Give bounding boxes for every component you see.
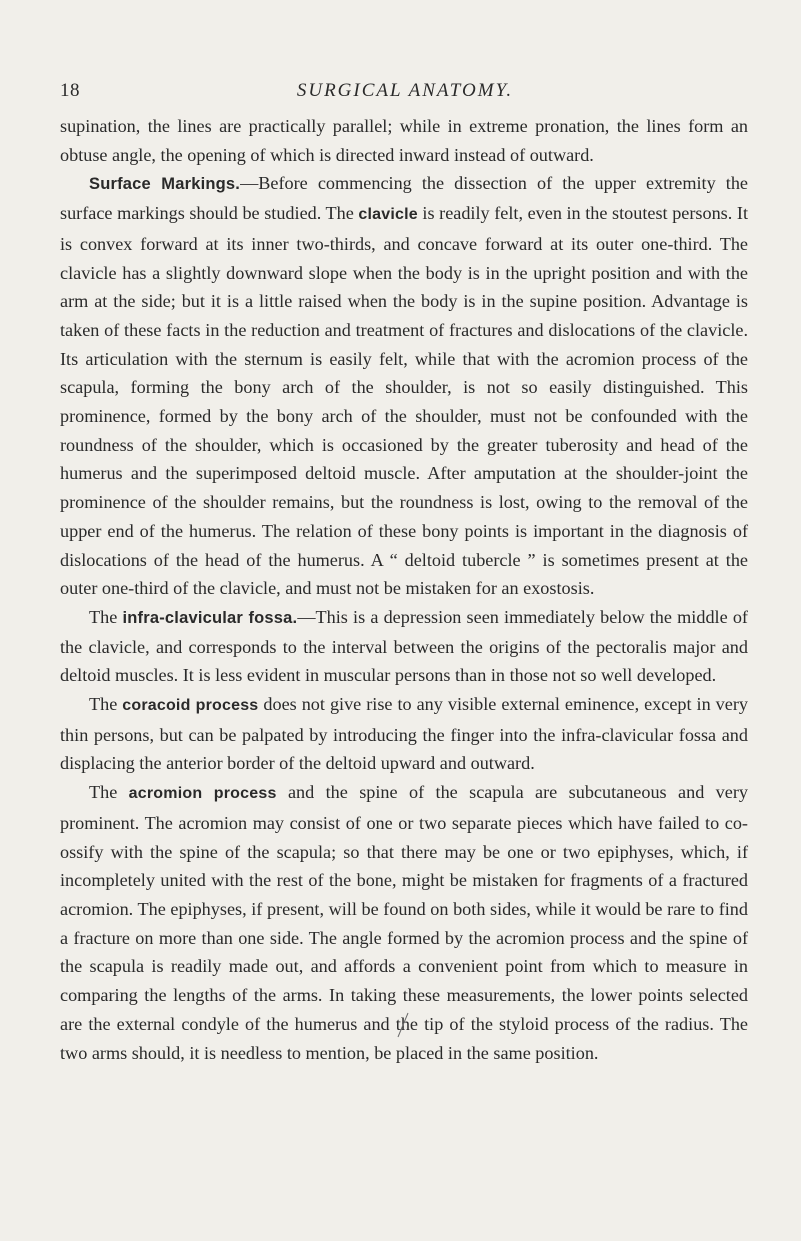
body-text: [60, 112, 748, 1067]
pencil-mark-icon: [396, 1012, 410, 1038]
paragraph-prefix: The: [89, 694, 123, 715]
paragraph-coracoid-process: [60, 690, 748, 778]
term-acromion-process: acromion process: [128, 785, 277, 803]
running-title: SURGICAL ANATOMY.: [296, 80, 514, 101]
paragraph-continuation: [60, 112, 748, 169]
paragraph-infra-clavicular-fossa: [60, 603, 748, 690]
paragraph-text: and the spine of the scapula are subcutaneous and very prominent. The acromion may consist of one or two separate pieces which have failed to co-ossify with the spine of the scapula; so that there may be one or two epiphyses, which, if incompletely united with the rest of the bone, might be mistaken for fragments of a fractured acromion. The epiphyses, if present, will be found on both sides, while it would be rare to find a fracture on more than one side. The angle formed by the acromion process and the spine of the scapula is readily made out, and affords a convenient point from which to measure in comparing the lengths of the arms. In taking these measurements, the lower points selected are the external condyle of the humerus and the tip of the styloid process of the radius. The two arms should, it is needless to mention, be placed in the same position.: [60, 782, 748, 1063]
paragraph-prefix: The: [89, 782, 129, 803]
paragraph-surface-markings: [60, 169, 748, 603]
running-head: [60, 80, 750, 104]
paragraph-text: —Before commencing the dissection of the upper extremity the surface markings should be studied. The: [60, 173, 748, 224]
page-number: 18: [60, 80, 80, 101]
paragraph-text: supination, the lines are practically parallel; while in extreme pronation, the lines form an obtuse angle, the opening of which is directed inward instead of outward.: [60, 116, 748, 165]
paragraph-text: is readily felt, even in the stoutest persons. It is convex forward at its inner two-thirds, and concave forward at its outer one-third. The clavicle has a slightly downward slope when the body is in the upright position and with the arm at the side; but it is a little raised when the body is in the supine position. Advantage is taken of these facts in the reduction and treatment of fractures and dislocations of the clavicle. Its articulation with the sternum is easily felt, while that with the acromion process of the scapula, forming the bony arch of the shoulder, is not so easily distinguished. This prominence, formed by the bony arch of the shoulder, must not be confounded with the roundness of the shoulder, which is occasioned by the greater tuberosity and head of the humerus and the superimposed deltoid muscle. After amputation at the shoulder-joint the prominence of the shoulder remains, but the roundness is lost, owing to the removal of the upper end of the humerus. The relation of these bony points is important in the diagnosis of dislocations of the head of the humerus. A “ deltoid tubercle ” is sometimes present at the outer one-third of the clavicle, and must not be mistaken for an exostosis.: [60, 203, 748, 599]
paragraph-prefix: The: [89, 606, 123, 627]
section-heading-infra-clavicular-fossa: infra-clavicular fossa.: [122, 608, 298, 627]
paragraph-text: does not give rise to any visible external eminence, except in very thin persons, but can be palpated by introducing the finger into the infra-clavicular fossa and displacing the anterior border of the deltoid upward and outward.: [60, 694, 748, 774]
section-heading-surface-markings: Surface Markings.: [89, 175, 241, 194]
term-coracoid-process: coracoid process: [122, 697, 259, 715]
paragraph-text: —This is a depression seen immediately below the middle of the clavicle, and corresponds to the interval between the origins of the pectoralis major and deltoid muscles. It is less evident in muscular persons than in those not so well developed.: [60, 606, 748, 686]
term-clavicle: clavicle: [358, 206, 418, 224]
